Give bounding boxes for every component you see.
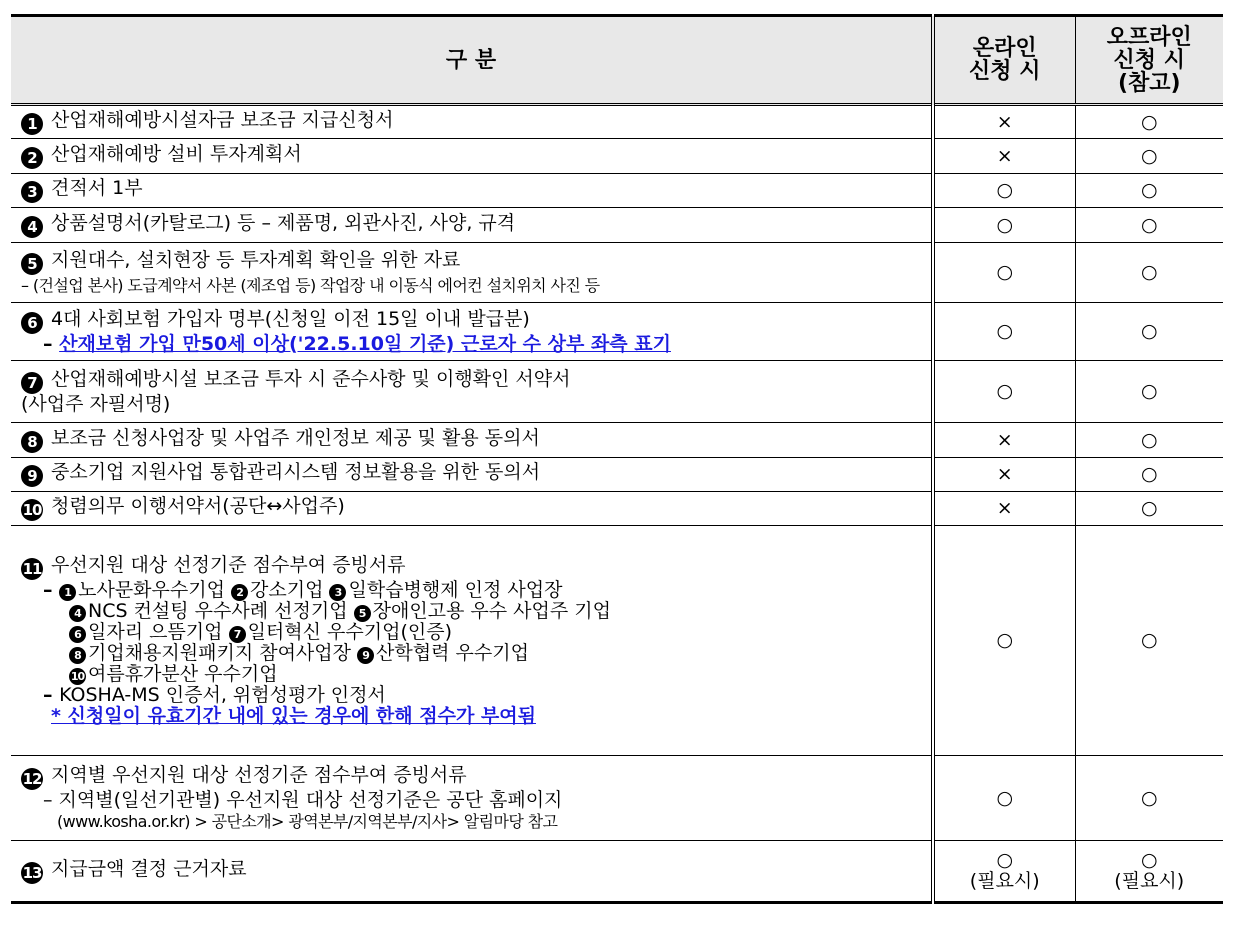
number-badge-icon: 2: [21, 147, 43, 169]
online-mark: ○: [933, 174, 1075, 208]
row-item: 6 4대 사회보험 가입자 명부(신청일 이전 15일 이내 발급분) – 산재보험 가입 만50세 이상('22.5.10일 기준) 근로자 수 상부 좌측 표기: [11, 303, 933, 361]
sub-number-icon: 2: [231, 584, 248, 601]
number-badge-icon: 11: [22, 559, 42, 578]
offline-mark: ○: [1075, 105, 1223, 139]
table-row: [11, 243, 1223, 303]
row-item: 8 보조금 신청사업장 및 사업주 개인정보 제공 및 활용 동의서: [11, 423, 933, 458]
online-mark: ×: [933, 458, 1075, 492]
table-row: [11, 841, 1223, 903]
online-mark: ×: [933, 492, 1075, 526]
offline-mark: ○: [1075, 423, 1223, 458]
online-mark: ○: [933, 756, 1075, 841]
sub-number-icon: 6: [69, 626, 86, 643]
sub-number-icon: 1: [59, 584, 76, 601]
number-badge-icon: 5: [21, 253, 43, 275]
online-mark: ○: [933, 303, 1075, 361]
table-row: [11, 139, 1223, 174]
row-subtext: – (건설업 본사) 도급계약서 사본 (제조업 등) 작업장 내 이동식 에어컨 설치위치 사진 등: [21, 275, 600, 295]
table-header-row: [11, 16, 1223, 105]
sub-number-icon: 8: [69, 647, 86, 664]
row-item: 3 견적서 1부: [11, 174, 933, 208]
offline-mark: ○: [1075, 243, 1223, 303]
online-mark: ×: [933, 105, 1075, 139]
row-item: 13 지급금액 결정 근거자료: [11, 841, 933, 903]
offline-mark: ○: [1075, 526, 1223, 756]
row-item: 1 산업재해예방시설자금 보조금 지급신청서: [11, 105, 933, 139]
highlight-note-link: 산재보험 가입 만50세 이상('22.5.10일 기준) 근로자 수 상부 좌측 표기: [59, 332, 671, 355]
sub-number-icon: 7: [229, 626, 246, 643]
sub-number-icon: 9: [357, 647, 374, 664]
header-online: 온라인 신청 시: [933, 16, 1075, 105]
header-offline: 오프라인 신청 시 (참고): [1075, 16, 1223, 105]
offline-mark: ○: [1075, 303, 1223, 361]
offline-mark: ○: [1075, 174, 1223, 208]
document: [11, 14, 1223, 904]
online-mark: ○ (필요시): [933, 841, 1075, 903]
row-item: 9 중소기업 지원사업 통합관리시스템 정보활용을 위한 동의서: [11, 458, 933, 492]
sub-number-icon: 4: [69, 605, 86, 622]
offline-mark: ○: [1075, 492, 1223, 526]
table-row: [11, 526, 1223, 756]
number-badge-icon: 1: [21, 113, 43, 135]
number-badge-icon: 8: [21, 431, 43, 453]
row-item: 7 산업재해예방시설 보조금 투자 시 준수사항 및 이행확인 서약서 (사업주 자필서명): [11, 361, 933, 423]
number-badge-icon: 7: [21, 372, 43, 394]
sub-number-icon: 3: [329, 584, 346, 601]
sub-number-icon: 10: [70, 669, 85, 683]
online-mark: ×: [933, 423, 1075, 458]
number-badge-icon: 10: [22, 501, 42, 519]
table-row: [11, 492, 1223, 526]
table-row: [11, 303, 1223, 361]
table-row: [11, 174, 1223, 208]
offline-mark: ○: [1075, 361, 1223, 423]
offline-mark: ○: [1075, 756, 1223, 841]
row-item: 2 산업재해예방 설비 투자계획서: [11, 139, 933, 174]
table-row: [11, 458, 1223, 492]
row-item: 5 지원대수, 설치현장 등 투자계획 확인을 위한 자료 – (건설업 본사) 도급계약서 사본 (제조업 등) 작업장 내 이동식 에어컨 설치위치 사진 등: [11, 243, 933, 303]
online-mark: ○: [933, 361, 1075, 423]
sub-number-icon: 5: [354, 605, 371, 622]
row-item: 4 상품설명서(카탈로그) 등 – 제품명, 외관사진, 사양, 규격: [11, 208, 933, 243]
number-badge-icon: 3: [21, 181, 43, 203]
online-mark: ○: [933, 526, 1075, 756]
offline-mark: ○ (필요시): [1075, 841, 1223, 903]
table-row: [11, 423, 1223, 458]
offline-mark: ○: [1075, 208, 1223, 243]
table-row: [11, 105, 1223, 139]
online-mark: ○: [933, 243, 1075, 303]
number-badge-icon: 13: [22, 863, 42, 882]
number-badge-icon: 6: [21, 312, 43, 334]
table-row: [11, 756, 1223, 841]
number-badge-icon: 4: [21, 216, 43, 238]
number-badge-icon: 9: [21, 465, 43, 487]
required-documents-table: [11, 14, 1223, 904]
online-mark: ×: [933, 139, 1075, 174]
offline-mark: ○: [1075, 139, 1223, 174]
row-item: 11 우선지원 대상 선정기준 점수부여 증빙서류 – 1 노사문화우수기업 2 강소기업 3 일학습병행제 인정 사업장 4 NCS 컨설팅 우수사례 선정기업 5 장애인고용 우수 사업주 기업 6 일자리 으뜸기업 7 일터혁신 우수기업(인증) 8 기업채용지원패키지 참여사업장 9 산학협력 우수기업 10 여름휴가분산 우수기업 – KOSHA-MS 인증서, 위험성평가 인정서 * 신청일이 유효기간 내에 있는 경우에 한해 점수가 부여됨: [11, 526, 933, 756]
offline-mark: ○: [1075, 458, 1223, 492]
row-item: 12 지역별 우선지원 대상 선정기준 점수부여 증빙서류 – 지역별(일선기관별) 우선지원 대상 선정기준은 공단 홈페이지 (www.kosha.or.kr) > 공단소개> 광역본부/지역본부/지사> 알림마당 참고: [11, 756, 933, 841]
table-row: [11, 361, 1223, 423]
online-mark: ○: [933, 208, 1075, 243]
number-badge-icon: 12: [22, 769, 42, 788]
highlight-note-link: * 신청일이 유효기간 내에 있는 경우에 한해 점수가 부여됨: [51, 704, 536, 727]
table-row: [11, 208, 1223, 243]
row-item: 10 청렴의무 이행서약서(공단↔사업주): [11, 492, 933, 526]
header-category: 구 분: [11, 16, 933, 105]
